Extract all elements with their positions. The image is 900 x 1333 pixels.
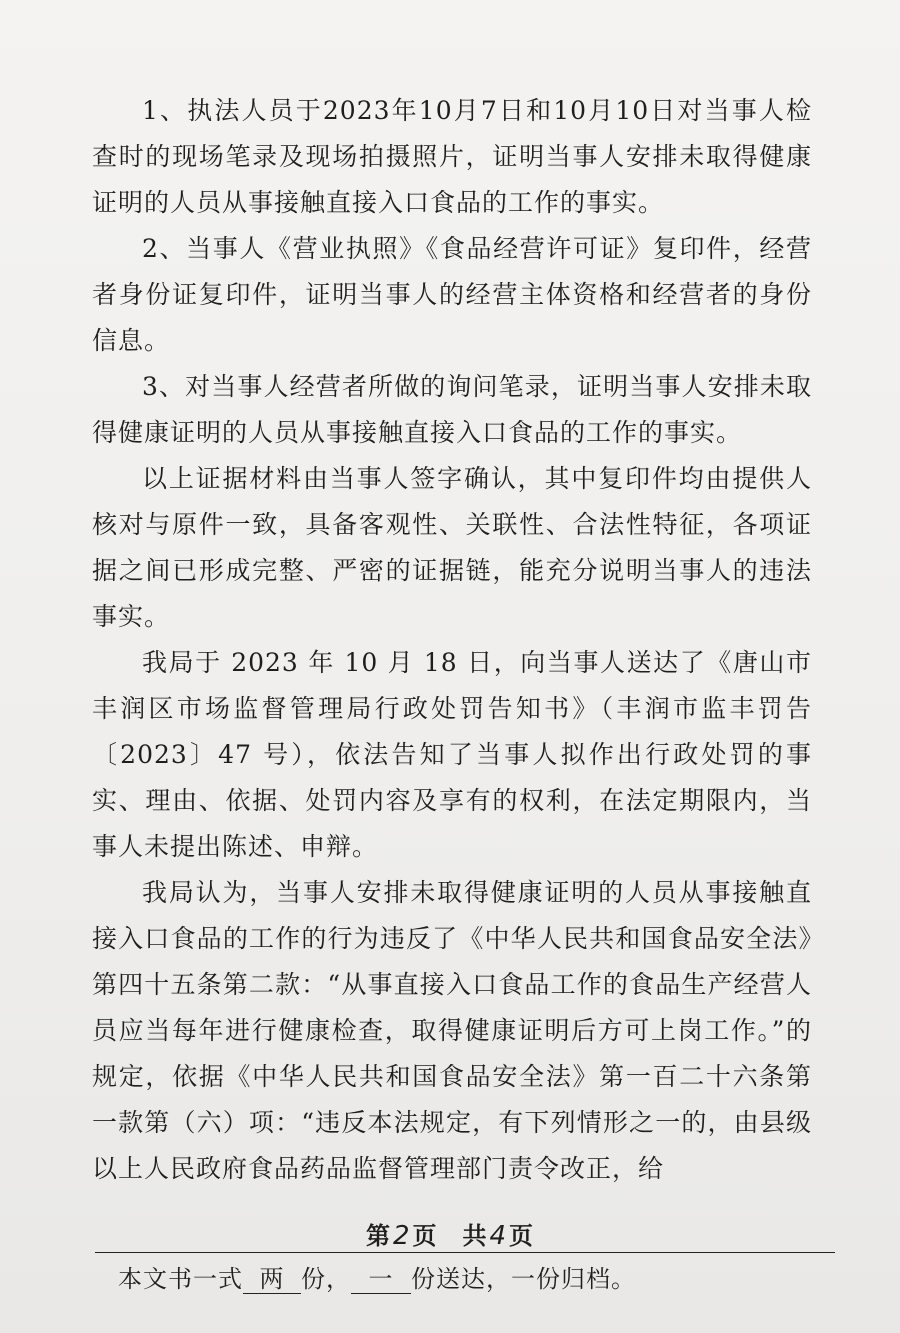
document-body [92,88,812,1192]
page-number-suffix: 页 [509,1221,535,1250]
page-number [0,1216,900,1251]
evidence-summary-paragraph: 以上证据材料由当事人签字确认，其中复印件均由提供人核对与原件一致，具备客观性、关联性、合法性特征，各项证据之间已形成完整、严密的证据链，能充分说明当事人的违法事实。 [92,464,812,631]
page-number-current: 2 [392,1221,411,1251]
notice-delivery-paragraph: 我局于 2023 年 10 月 18 日，向当事人送达了《唐山市丰润区市场监督管理局行政处罚告知书》（丰润市监丰罚告〔2023〕47 号），依法告知了当事人拟作出行政处罚的事实、理由、依据、处罚内容及享有的权利，在法定期限内，当事人未提出陈述、申辩。 [92,648,812,861]
evidence-item-1: 1、执法人员于2023年10月7日和10月10日对当事人检查时的现场笔录及现场拍摄照片，证明当事人安排未取得健康证明的人员从事接触直接入口食品的工作的事实。 [92,96,812,217]
copies-sent-field: 一 [351,1265,411,1294]
copies-total-field: 两 [243,1265,301,1294]
evidence-item-2: 2、当事人《营业执照》《食品经营许可证》复印件，经营者身份证复印件，证明当事人的经营主体资格和经营者的身份信息。 [92,234,812,355]
page-number-mid: 页 共 [412,1221,488,1250]
copies-note-part3: 份送达，一份归档。 [411,1265,636,1293]
legal-finding-paragraph: 我局认为，当事人安排未取得健康证明的人员从事接触直接入口食品的工作的行为违反了《中华人民共和国食品安全法》第四十五条第二款：“从事直接入口食品工作的食品生产经营人员应当每年进行健康检查，取得健康证明后方可上岗工作。”的规定，依据《中华人民共和国食品安全法》第一百二十六条第一款第（六）项：“违反本法规定，有下列情形之一的，由县级以上人民政府食品药品监督管理部门责令改正，给 [92,878,812,1183]
footer-divider [95,1252,835,1253]
evidence-item-3: 3、对当事人经营者所做的询问笔录，证明当事人安排未取得健康证明的人员从事接触直接入口食品的工作的事实。 [92,372,812,447]
page-number-prefix: 第 [365,1221,391,1250]
page-number-total: 4 [489,1221,508,1251]
copies-note-part1: 本文书一式 [118,1265,243,1293]
copies-note-part2: 份， [301,1265,351,1293]
copies-note [118,1262,636,1296]
